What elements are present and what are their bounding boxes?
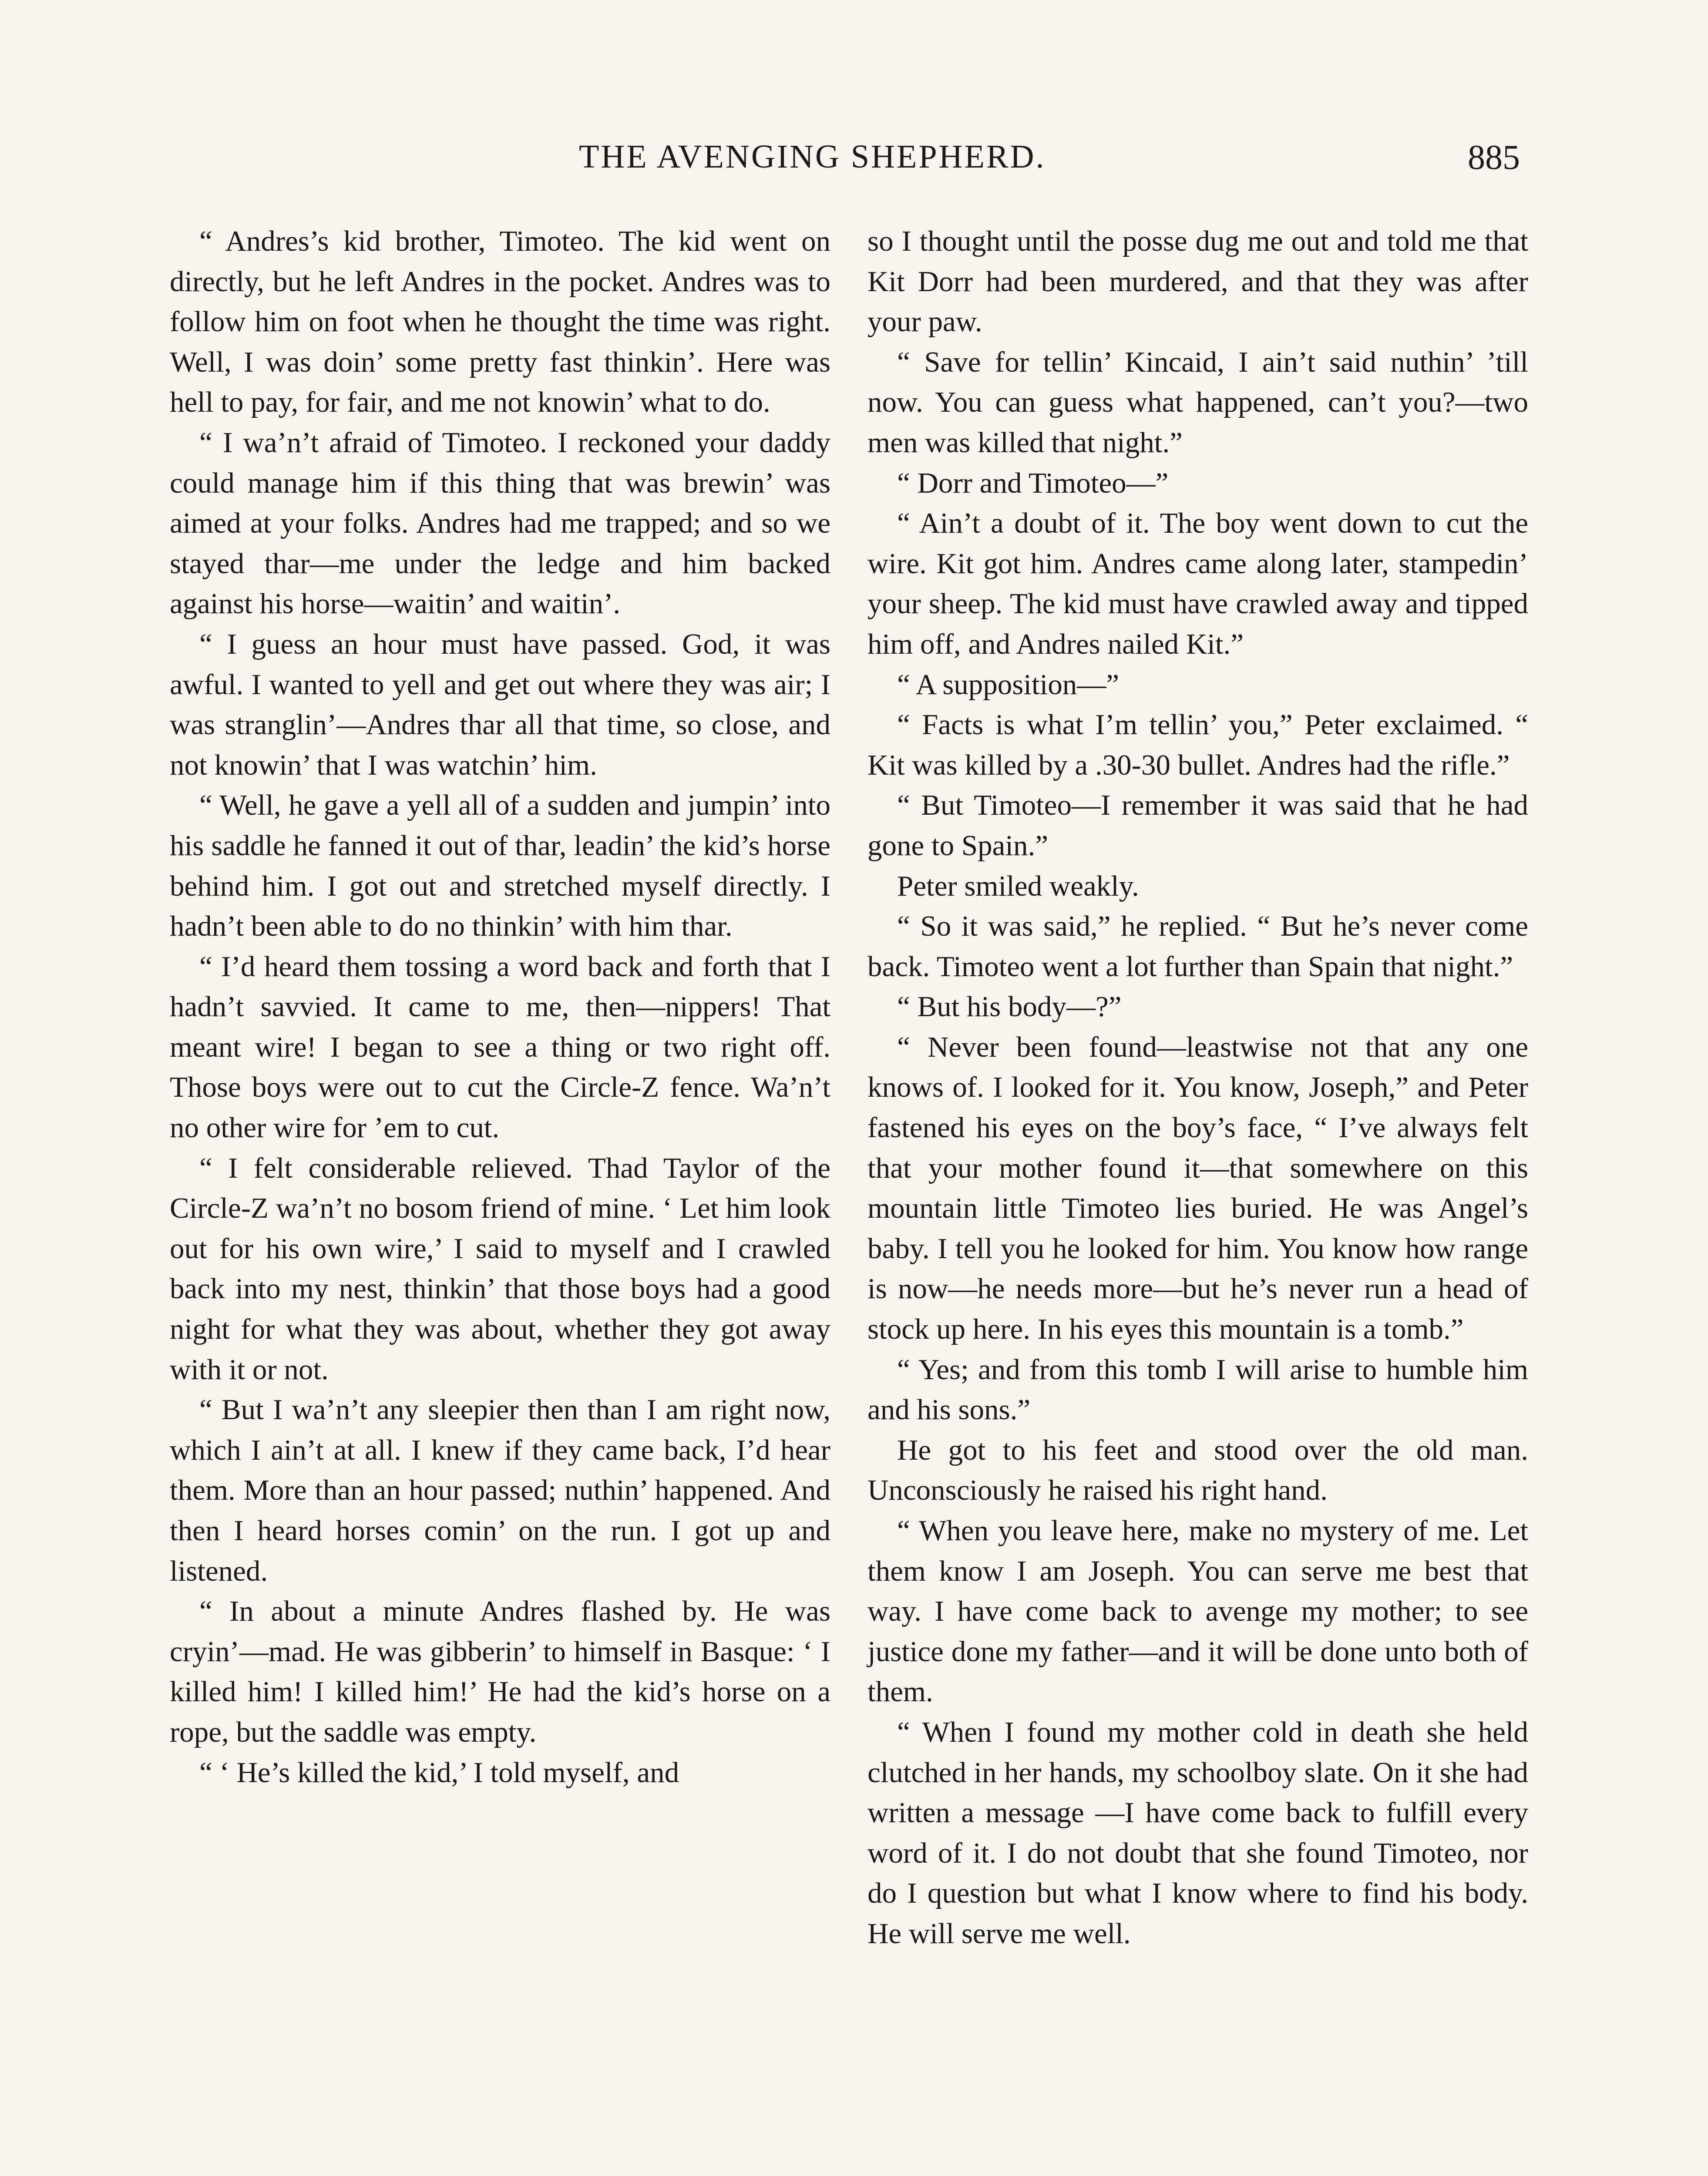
paragraph: “ When you leave here, make no mystery of me. Let them know I am Joseph. You can serve me best that way. I have come back to avenge my mother; to see justice done my father—and it will be done unto both of them. xyxy=(867,1514,1528,1708)
paragraph: “ I wa’n’t afraid of Timoteo. I reckoned your daddy could manage him if this thing that was brewin’ was aimed at your folks. Andres had me trapped; and so we stayed thar—me under the ledge and him backed against his horse—waitin’ and waitin’. xyxy=(170,426,830,620)
paragraph: “ When I found my mother cold in death she held clutched in her hands, my schoolboy slate. On it she had written a message —I have come back to fulfill every word of it. I do not doubt that she found Timoteo, nor do I question but what I know where to find his body. He will serve me well. xyxy=(867,1716,1528,1950)
paragraph: He got to his feet and stood over the old man. Unconsciously he raised his right hand. xyxy=(867,1434,1528,1507)
paragraph: “ Dorr and Timoteo—” xyxy=(897,467,1169,499)
right-column xyxy=(867,221,1528,1954)
paragraph: “ Ain’t a doubt of it. The boy went down to cut the wire. Kit got him. Andres came along later, stampedin’ your sheep. The kid must have crawled away and tipped him off, and Andres nailed Kit.” xyxy=(867,507,1528,660)
paragraph: “ I felt considerable relieved. Thad Taylor of the Circle-Z wa’n’t no bosom friend of mine. ‘ Let him look out for his own wire,’ I said to myself and I crawled back into my nest, thinkin’ that those boys had a good night for what they was about, whether they got away with it or not. xyxy=(170,1152,830,1386)
paragraph: “ Yes; and from this tomb I will arise to humble him and his sons.” xyxy=(867,1353,1528,1426)
paragraph: “ I’d heard them tossing a word back and forth that I hadn’t savvied. It came to me, then—nippers! That meant wire! I began to see a thing or two right off. Those boys were out to cut the Circle-Z fence. Wa’n’t no other wire for ’em to cut. xyxy=(170,950,830,1144)
running-title: THE AVENGING SHEPHERD. xyxy=(579,138,1046,175)
paragraph: “ Andres’s kid brother, Timoteo. The kid went on directly, but he left Andres in the pocket. Andres was to follow him on foot when he thought the time was right. Well, I was doin’ some pretty fast thinkin’. Here was hell to pay, for fair, and me not knowin’ what to do. xyxy=(170,225,830,419)
paragraph-continued: so I thought until the posse dug me out and told me that Kit Dorr had been murdered, and that they was after your paw. xyxy=(867,225,1528,338)
page-number: 885 xyxy=(1468,138,1520,177)
paragraph: “ Well, he gave a yell all of a sudden and jumpin’ into his saddle he fanned it out of thar, leadin’ the kid’s horse behind him. I got out and stretched myself directly. I hadn’t been able to do no thinkin’ with him thar. xyxy=(170,789,830,943)
paragraph: “ Never been found—leastwise not that any one knows of. I looked for it. You know, Joseph,” and Peter fastened his eyes on the boy’s face, “ I’ve always felt that your mother found it—that somewhere on this mountain little Timoteo lies buried. He was Angel’s baby. I tell you he looked for him. You know how range is now—he needs more—but he’s never run a head of stock up here. In his eyes this mountain is a tomb.” xyxy=(867,1031,1528,1346)
paragraph: “ I guess an hour must have passed. God, it was awful. I wanted to yell and get out where they was air; I was stranglin’—Andres thar all that time, so close, and not knowin’ that I was watchin’ him. xyxy=(170,628,830,781)
paragraph: “ A supposition—” xyxy=(897,668,1119,701)
paragraph: “ So it was said,” he replied. “ But he’s never come back. Timoteo went a lot further than Spain that night.” xyxy=(867,910,1528,983)
paragraph: “ But Timoteo—I remember it was said that he had gone to Spain.” xyxy=(867,789,1528,862)
paragraph: Peter smiled weakly. xyxy=(897,870,1139,902)
paragraph: “ Facts is what I’m tellin’ you,” Peter exclaimed. “ Kit was killed by a .30-30 bullet. Andres had the rifle.” xyxy=(867,709,1528,781)
paragraph: “ In about a minute Andres flashed by. He was cryin’—mad. He was gibberin’ to himself in Basque: ‘ I killed him! I killed him!’ He had the kid’s horse on a rope, but the saddle was empty. xyxy=(170,1595,830,1748)
paragraph: “ ‘ He’s killed the kid,’ I told myself, and xyxy=(199,1756,679,1789)
paragraph: “ Save for tellin’ Kincaid, I ain’t said nuthin’ ’till now. You can guess what happened, can’t you?—two men was killed that night.” xyxy=(867,346,1528,459)
left-column xyxy=(170,221,830,1793)
paragraph: “ But I wa’n’t any sleepier then than I am right now, which I ain’t at all. I knew if they came back, I’d hear them. More than an hour passed; nuthin’ happened. And then I heard horses comin’ on the run. I got up and listened. xyxy=(170,1394,830,1587)
paragraph: “ But his body—?” xyxy=(897,991,1122,1023)
